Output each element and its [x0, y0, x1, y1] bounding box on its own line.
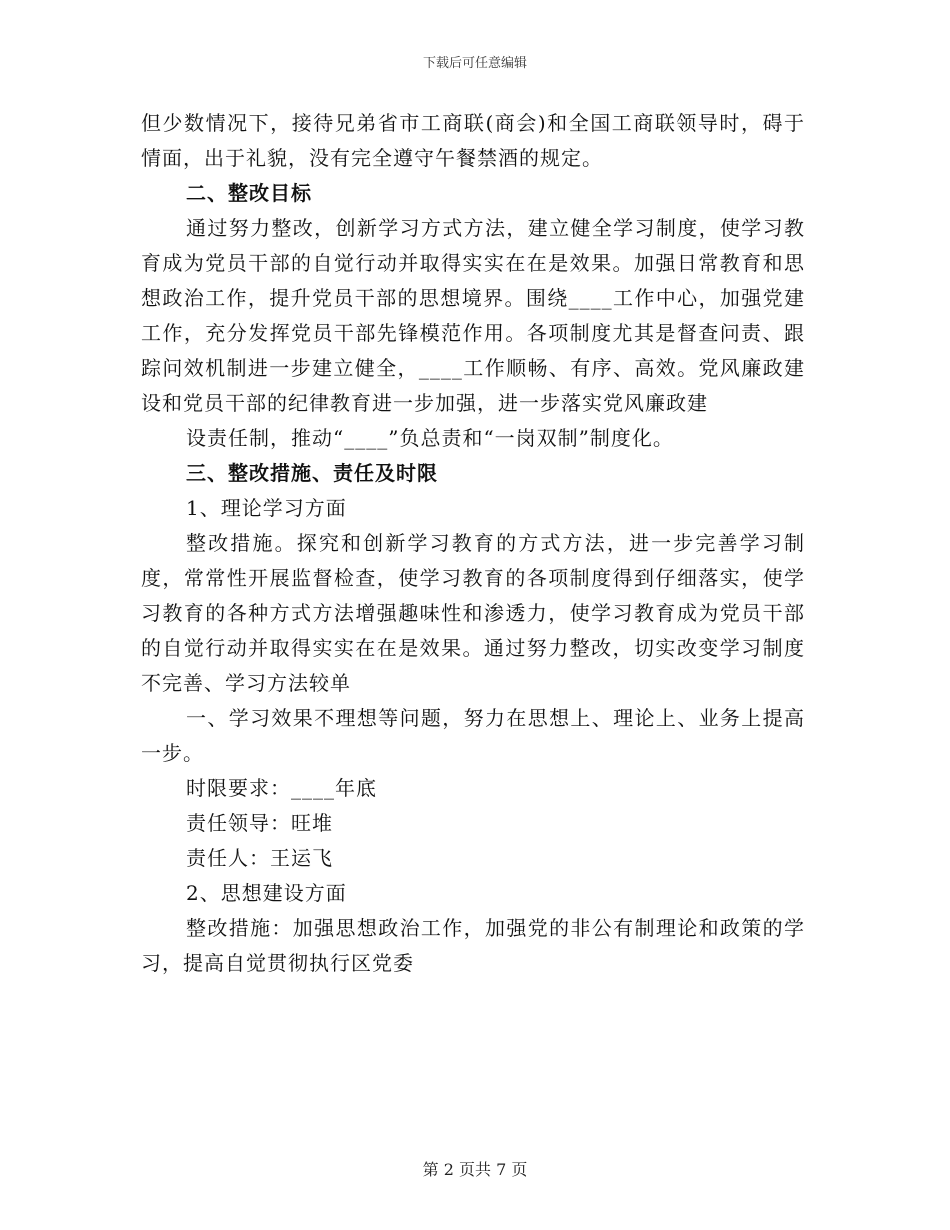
responsible-person-line: 责任人：王运飞	[186, 846, 333, 870]
paragraph: 但少数情况下，接待兄弟省市工商联(商会)和全国工商联领导时，碍于情面，出于礼貌，没有完全遵守午餐禁酒的规定。	[141, 111, 805, 170]
subsection-heading: 2、思想建设方面	[186, 881, 347, 905]
section-heading: 三、整改措施、责任及时限	[186, 461, 438, 485]
deadline-line: 时限要求：____年底	[186, 776, 377, 800]
document-body	[141, 106, 805, 981]
page-number-footer: 第 2 页共 7 页	[422, 1160, 528, 1179]
page-header-note: 下载后可任意编辑	[422, 56, 527, 71]
paragraph: 整改措施。探究和创新学习教育的方式方法，进一步完善学习制度，常常性开展监督检查，使学习教育的各项制度得到仔细落实，使学习教育的各种方式方法增强趣味性和渗透力，使学习教育成为党员干部的自觉行动并取得实实在在是效果。通过努力整改，切实改变学习制度不完善、学习方法较单	[141, 531, 805, 695]
paragraph: 通过努力整改，创新学习方式方法，建立健全学习制度，使学习教育成为党员干部的自觉行动并取得实实在在是效果。加强日常教育和思想政治工作，提升党员干部的思想境界。围绕____工作中心，加强党建工作，充分发挥党员干部先锋模范作用。各项制度尤其是督查问责、跟踪问效机制进一步建立健全，____工作顺畅、有序、高效。党风廉政建设和党员干部的纪律教育进一步加强，进一步落实党风廉政建	[141, 216, 805, 415]
responsible-leader-line: 责任领导：旺堆	[186, 811, 333, 835]
paragraph: 整改措施：加强思想政治工作，加强党的非公有制理论和政策的学习，提高自觉贯彻执行区党委	[141, 916, 805, 975]
paragraph: 设责任制，推动“____”负总责和“一岗双制”制度化。	[186, 426, 674, 450]
paragraph: 一、学习效果不理想等问题，努力在思想上、理论上、业务上提高一步。	[141, 706, 805, 765]
section-heading: 二、整改目标	[186, 181, 312, 205]
subsection-heading: 1、理论学习方面	[186, 496, 347, 520]
